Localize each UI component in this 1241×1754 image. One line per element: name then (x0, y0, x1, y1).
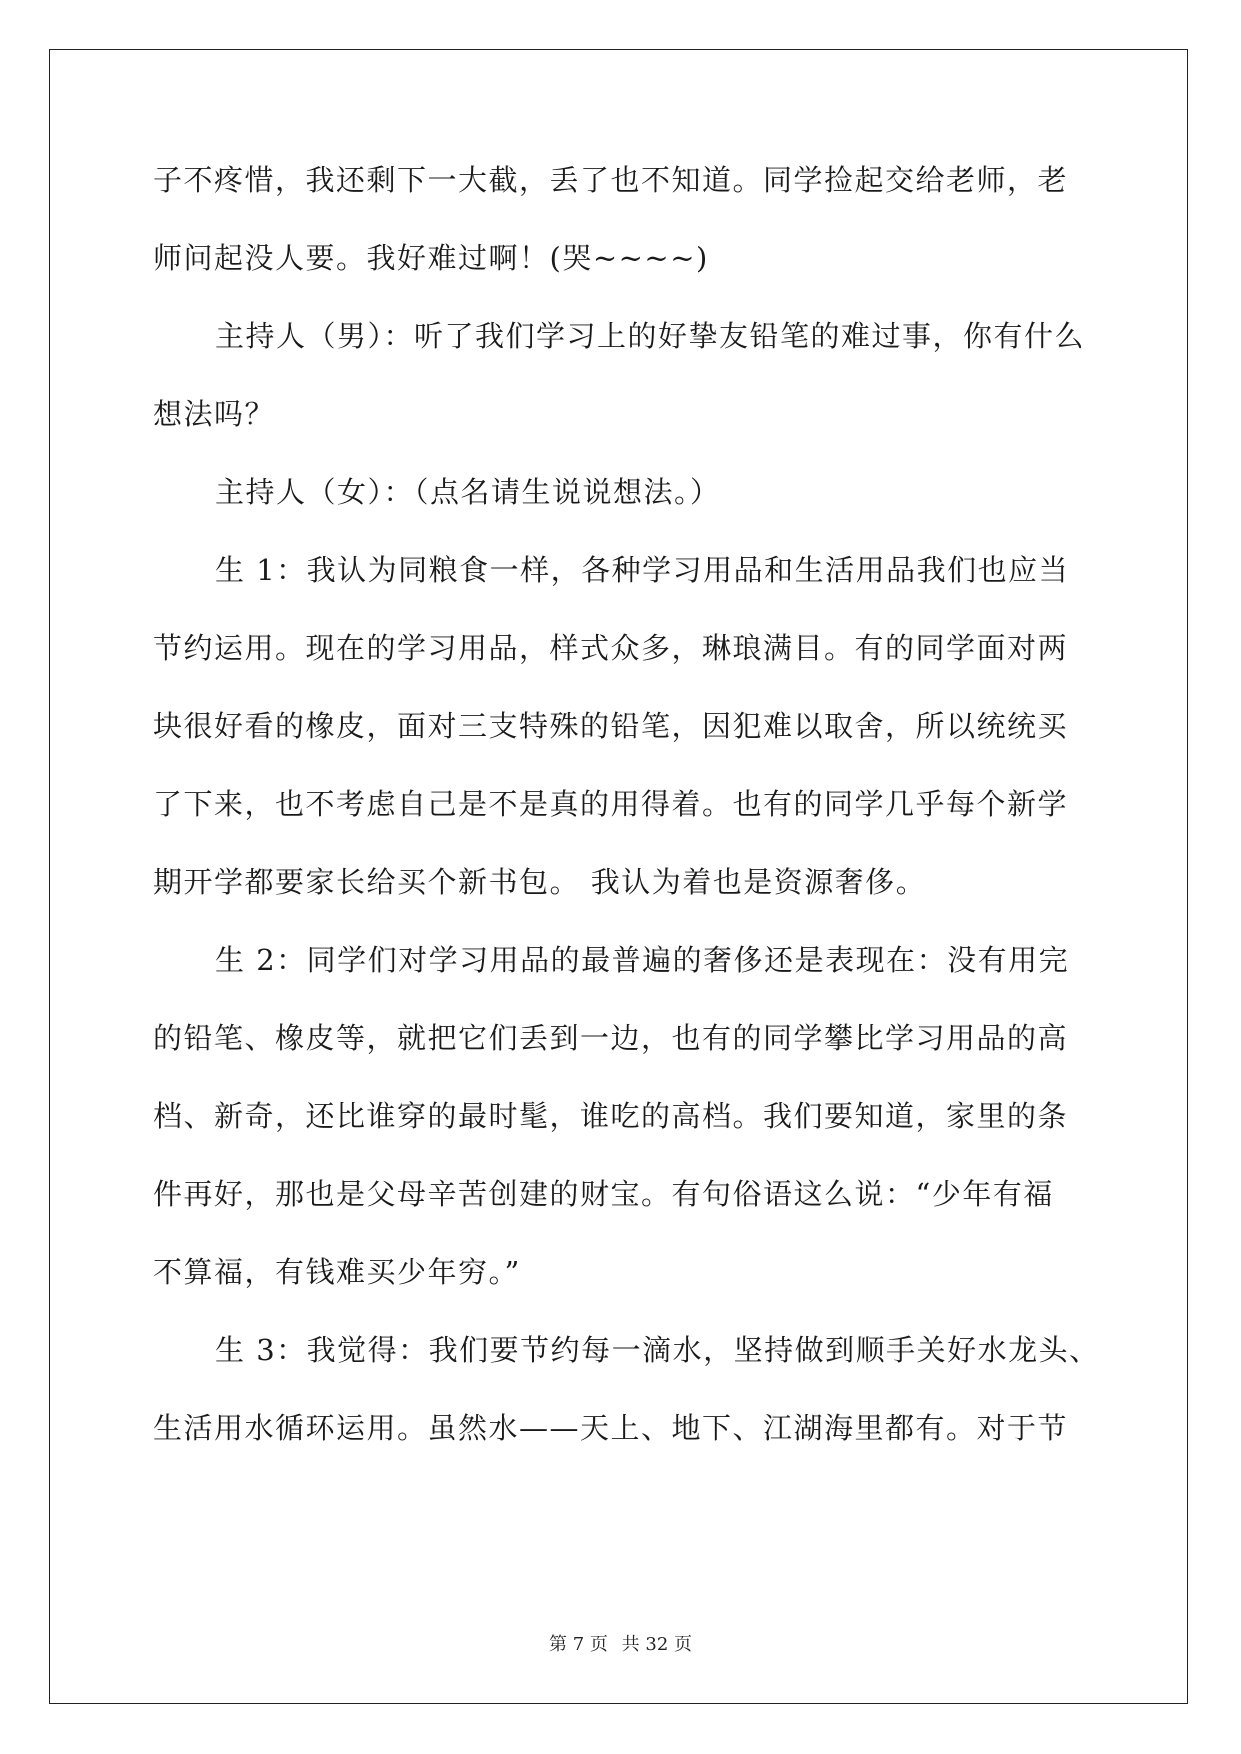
text-line: 件再好，那也是父母辛苦创建的财宝。有句俗语这么说：“少年有福 (153, 1177, 1054, 1211)
page-footer (0, 1633, 1241, 1657)
text-line: 块很好看的橡皮，面对三支特殊的铅笔，因犯难以取舍，所以统统买 (153, 709, 1069, 743)
text-line: 生 1：我认为同粮食一样，各种学习用品和生活用品我们也应当 (215, 553, 1070, 587)
text-line: 节约运用。现在的学习用品，样式众多，琳琅满目。有的同学面对两 (153, 631, 1069, 665)
text-line: 期开学都要家长给买个新书包。 我认为着也是资源奢侈。 (153, 865, 927, 899)
text-line: 生 3：我觉得：我们要节约每一滴水，坚持做到顺手关好水龙头、 (215, 1333, 1100, 1367)
text-line: 的铅笔、橡皮等，就把它们丢到一边，也有的同学攀比学习用品的高 (153, 1021, 1069, 1055)
text-line: 主持人（男）：听了我们学习上的好挚友铅笔的难过事，你有什么 (215, 319, 1086, 353)
text-line: 主持人（女）：（点名请生说说想法。） (215, 475, 721, 509)
text-line: 不算福，有钱难买少年穷。” (153, 1255, 521, 1289)
text-line: 档、新奇，还比谁穿的最时髦，谁吃的高档。我们要知道，家里的条 (153, 1099, 1069, 1133)
page-number: 第 7 页 (549, 1634, 608, 1655)
text-line: 想法吗？ (153, 397, 276, 431)
page-total: 共 32 页 (621, 1634, 692, 1655)
text-line: 了下来，也不考虑自己是不是真的用得着。也有的同学几乎每个新学 (153, 787, 1069, 821)
text-line: 生活用水循环运用。虽然水——天上、地下、江湖海里都有。对于节 (153, 1411, 1069, 1445)
text-line: 生 2：同学们对学习用品的最普遍的奢侈还是表现在：没有用完 (215, 943, 1070, 977)
text-line: 师问起没人要。我好难过啊！(哭~~~~) (153, 241, 709, 275)
text-line: 子不疼惜，我还剩下一大截，丢了也不知道。同学捡起交给老师，老 (153, 163, 1069, 197)
